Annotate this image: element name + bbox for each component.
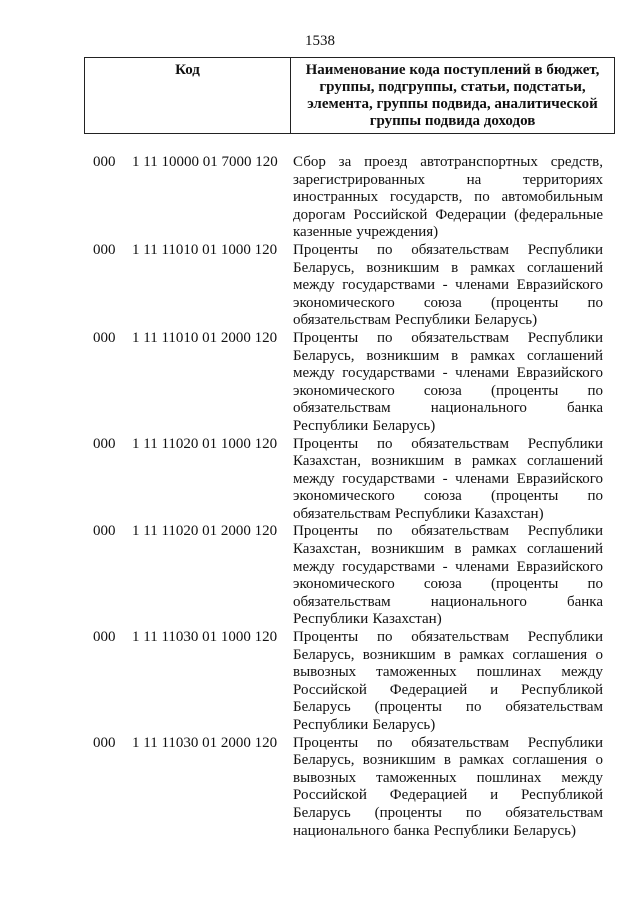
row-code: 1 11 11020 01 1000 120	[132, 435, 278, 452]
table-row	[0, 242, 640, 330]
table-row	[0, 330, 640, 436]
row-description: Проценты по обязательствам Республики Казахстан, возникшим в рамках соглашений между государствами - членами Евразийского экономического союза (проценты по обязательствам национального банка Республики Казахстан)	[293, 523, 603, 628]
row-prefix: 000	[93, 523, 116, 540]
row-prefix: 000	[93, 329, 116, 346]
row-description: Проценты по обязательствам Республики Казахстан, возникшим в рамках соглашений между государствами - членами Евразийского экономического союза (проценты по обязательствам Республики Казахстан)	[293, 435, 603, 522]
table-row	[0, 523, 640, 629]
row-prefix: 000	[93, 734, 116, 751]
row-code: 1 11 10000 01 7000 120	[132, 154, 278, 170]
table-row	[0, 735, 640, 841]
row-description: Проценты по обязательствам Республики Беларусь, возникшим в рамках соглашения о вывозных таможенных пошлинах между Российской Федерацией и Республикой Беларусь (проценты по обязательствам национального банка Республики Беларусь)	[293, 734, 603, 839]
row-code: 1 11 11010 01 1000 120	[132, 241, 278, 258]
table-header	[84, 57, 615, 134]
table-row	[0, 436, 640, 524]
table-header-row	[85, 58, 615, 134]
row-code: 1 11 11030 01 1000 120	[132, 629, 278, 646]
row-prefix: 000	[93, 435, 116, 452]
row-description: Проценты по обязательствам Республики Беларусь, возникшим в рамках соглашений между государствами - членами Евразийского экономического союза (проценты по обязательствам Республики Беларусь)	[293, 241, 603, 329]
row-prefix: 000	[93, 629, 116, 646]
header-code: Код	[85, 58, 291, 134]
row-code: 1 11 11030 01 2000 120	[132, 734, 278, 751]
row-code: 1 11 11010 01 2000 120	[132, 329, 278, 346]
page-number: 1538	[305, 33, 335, 49]
row-prefix: 000	[93, 241, 116, 258]
row-description: Сбор за проезд автотранспортных средств, зарегистрированных на территориях иностранных государств, по автомобильным дорогам Российской Федерации (федеральные казенные учреждения)	[293, 154, 603, 241]
row-description: Проценты по обязательствам Республики Беларусь, возникшим в рамках соглашений между государствами - членами Евразийского экономического союза (проценты по обязательствам национального банка Республики Беларусь)	[293, 329, 603, 434]
row-description: Проценты по обязательствам Республики Беларусь, возникшим в рамках соглашения о вывозных таможенных пошлинах между Российской Федерацией и Республикой Беларусь (проценты по обязательствам Республики Беларусь)	[293, 629, 603, 733]
table-row	[0, 154, 640, 242]
code-list	[0, 154, 640, 840]
row-code: 1 11 11020 01 2000 120	[132, 523, 278, 540]
table-row	[0, 629, 640, 735]
row-prefix: 000	[93, 154, 116, 170]
header-name: Наименование кода поступлений в бюджет, группы, подгруппы, статьи, подстатьи, элемента, группы подвида, аналитической группы подвида доходов	[291, 58, 615, 134]
